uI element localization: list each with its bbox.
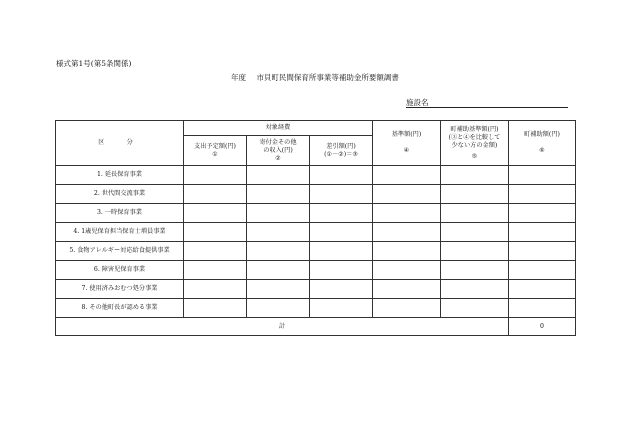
header-subsidy-standard	[441, 121, 509, 166]
title-year: 年度	[231, 73, 247, 82]
table-row	[56, 166, 576, 185]
header-donation-label1: 寄付金その他	[259, 138, 297, 146]
cell-donation[interactable]	[247, 280, 310, 299]
cell-expense[interactable]	[184, 299, 247, 318]
table-row	[56, 204, 576, 223]
cell-difference[interactable]	[310, 185, 373, 204]
row-label: 3. 一時保育事業	[56, 204, 184, 223]
cell-standard[interactable]	[373, 204, 441, 223]
cell-subsidy[interactable]	[509, 261, 576, 280]
cell-expense[interactable]	[184, 261, 247, 280]
cell-donation[interactable]	[247, 223, 310, 242]
header-subsidy-standard-note1: (③と④を比較して	[448, 133, 501, 141]
cell-difference[interactable]	[310, 242, 373, 261]
cell-subsidy-standard[interactable]	[441, 280, 509, 299]
form-number: 様式第1号(第5条関係)	[56, 59, 132, 68]
cell-difference[interactable]	[310, 261, 373, 280]
header-expense-num: ①	[212, 150, 218, 158]
cell-subsidy[interactable]	[509, 299, 576, 318]
table-row	[56, 242, 576, 261]
cell-difference[interactable]	[310, 166, 373, 185]
cell-subsidy-standard[interactable]	[441, 166, 509, 185]
header-subsidy-standard-note2: 少ない方の金額)	[451, 141, 498, 149]
row-label: 8. その他町長が認める事業	[56, 299, 184, 318]
cell-standard[interactable]	[373, 261, 441, 280]
cell-subsidy-standard[interactable]	[441, 223, 509, 242]
header-subsidy-label: 町補助額(円)	[524, 131, 560, 138]
table-row	[56, 223, 576, 242]
cell-standard[interactable]	[373, 242, 441, 261]
page-title	[0, 72, 630, 83]
row-label: 1. 延長保育事業	[56, 166, 184, 185]
cell-difference[interactable]	[310, 223, 373, 242]
table-row	[56, 261, 576, 280]
cell-standard[interactable]	[373, 223, 441, 242]
header-difference-formula: (①－②)＝③	[324, 150, 358, 158]
row-label: 4. 1歳児保育担当保育士増員事業	[56, 223, 184, 242]
total-subsidy-value: 0	[509, 318, 576, 336]
cell-subsidy[interactable]	[509, 185, 576, 204]
cell-expense[interactable]	[184, 242, 247, 261]
cell-donation[interactable]	[247, 166, 310, 185]
row-label: 5. 食物アレルギー対応給食提供事業	[56, 242, 184, 261]
header-subsidy-standard-num: ⑤	[471, 152, 478, 160]
header-difference	[310, 136, 373, 166]
row-label: 2. 世代間交流事業	[56, 185, 184, 204]
total-label: 計	[56, 318, 509, 336]
row-label: 6. 障害児保育事業	[56, 261, 184, 280]
header-donation	[247, 136, 310, 166]
cell-donation[interactable]	[247, 261, 310, 280]
header-subsidy-standard-label: 町補助基準額(円)	[450, 125, 499, 133]
cell-subsidy[interactable]	[509, 242, 576, 261]
cell-expense[interactable]	[184, 223, 247, 242]
cell-subsidy-standard[interactable]	[441, 261, 509, 280]
cell-standard[interactable]	[373, 166, 441, 185]
total-row	[56, 318, 576, 336]
header-kubun: 区 分	[56, 121, 184, 166]
cell-subsidy-standard[interactable]	[441, 204, 509, 223]
table-row	[56, 185, 576, 204]
header-subsidy	[509, 121, 576, 166]
table-row	[56, 280, 576, 299]
cell-subsidy-standard[interactable]	[441, 185, 509, 204]
header-expense-label: 支出予定額(円)	[194, 142, 236, 150]
header-standard	[373, 121, 441, 166]
header-donation-num: ②	[275, 154, 281, 162]
cell-difference[interactable]	[310, 204, 373, 223]
cell-subsidy[interactable]	[509, 166, 576, 185]
cell-donation[interactable]	[247, 242, 310, 261]
cell-subsidy[interactable]	[509, 204, 576, 223]
header-target-expenses: 対象経費	[184, 121, 373, 136]
table-row	[56, 299, 576, 318]
title-text: 市貝町民間保育所事業等補助金所要額調書	[256, 73, 399, 82]
cell-standard[interactable]	[373, 299, 441, 318]
cell-standard[interactable]	[373, 185, 441, 204]
budget-table	[55, 120, 576, 336]
header-subsidy-num: ⑥	[539, 147, 545, 154]
header-donation-label2: の収入(円)	[263, 146, 293, 154]
cell-expense[interactable]	[184, 280, 247, 299]
cell-donation[interactable]	[247, 185, 310, 204]
header-standard-label: 基準額(円)	[391, 131, 422, 138]
facility-underline	[406, 107, 568, 108]
facility-label: 施設名	[406, 98, 429, 107]
cell-subsidy-standard[interactable]	[441, 299, 509, 318]
cell-standard[interactable]	[373, 280, 441, 299]
header-standard-num: ④	[403, 147, 410, 154]
header-difference-label: 差引額(円)	[326, 142, 356, 150]
cell-subsidy[interactable]	[509, 223, 576, 242]
cell-difference[interactable]	[310, 280, 373, 299]
facility-name-field[interactable]	[406, 97, 429, 108]
row-label: 7. 使用済みおむつ処分事業	[56, 280, 184, 299]
cell-donation[interactable]	[247, 204, 310, 223]
cell-expense[interactable]	[184, 204, 247, 223]
cell-subsidy-standard[interactable]	[441, 242, 509, 261]
cell-expense[interactable]	[184, 166, 247, 185]
header-expense	[184, 136, 247, 166]
cell-difference[interactable]	[310, 299, 373, 318]
cell-subsidy[interactable]	[509, 280, 576, 299]
cell-donation[interactable]	[247, 299, 310, 318]
cell-expense[interactable]	[184, 185, 247, 204]
